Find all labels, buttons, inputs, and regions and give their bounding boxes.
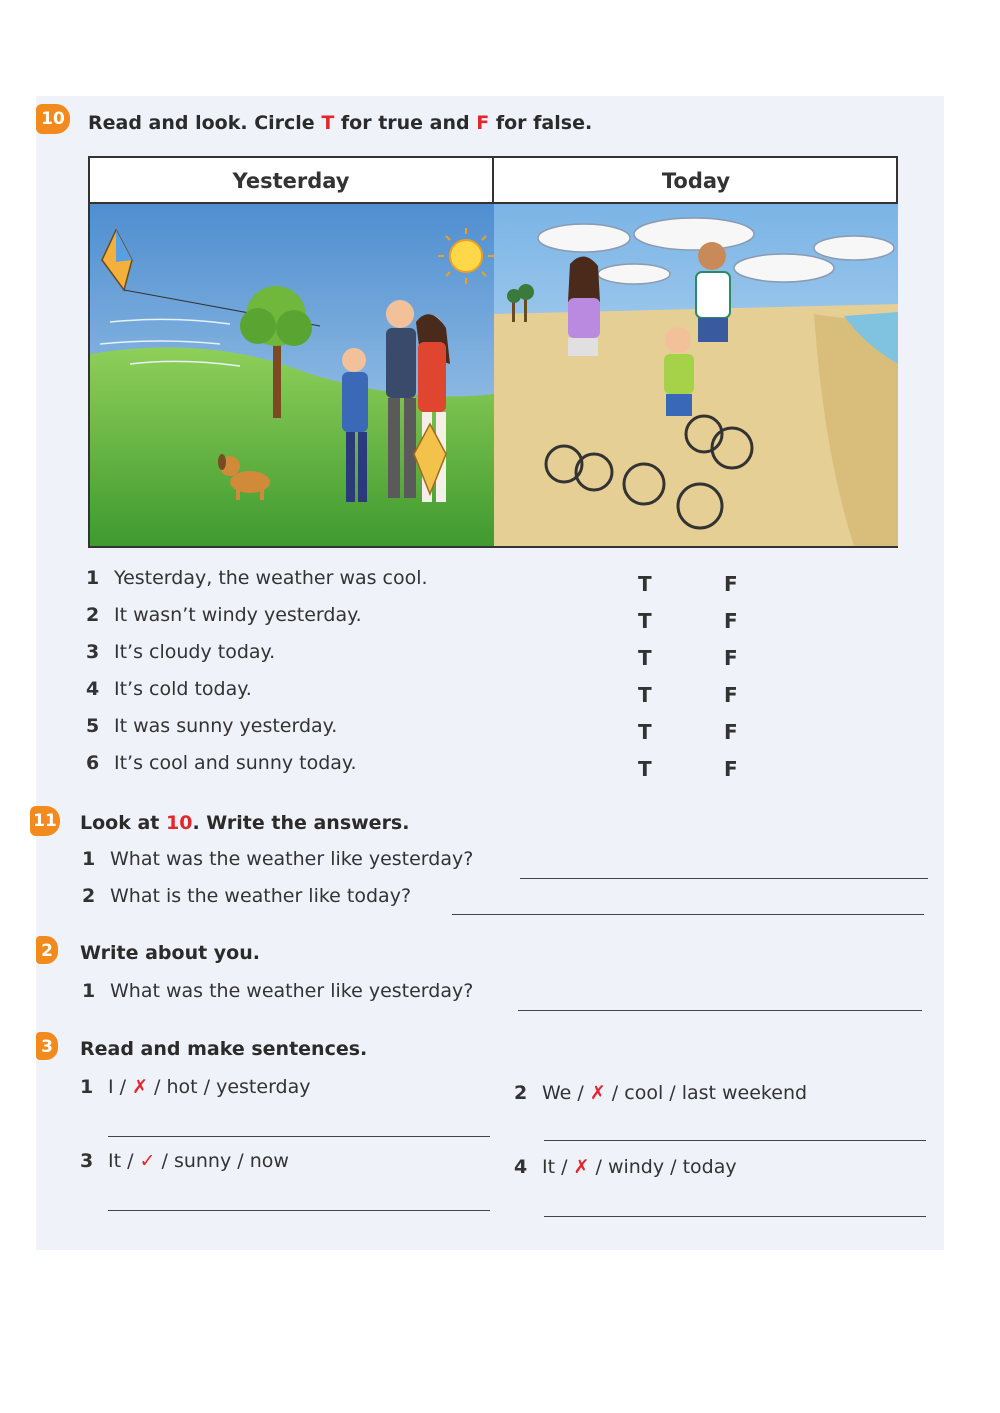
true-option-5[interactable]: T <box>638 720 652 744</box>
true-option-6[interactable]: T <box>638 757 652 781</box>
yesterday-header: Yesterday <box>90 158 494 204</box>
sentence-prompt-3: 3 It / ✓ / sunny / now <box>80 1150 289 1172</box>
false-option-4[interactable]: F <box>724 683 738 707</box>
true-option-3[interactable]: T <box>638 646 652 670</box>
true-option-1[interactable]: T <box>638 572 652 596</box>
answer-question-1: 1 What was the weather like yesterday? <box>82 848 474 870</box>
exercise-12-badge: 2 <box>36 936 58 964</box>
check-icon: ✓ <box>139 1150 156 1172</box>
true-false-statement-2: 2 It wasn’t windy yesterday. <box>86 604 362 626</box>
false-option-5[interactable]: F <box>724 720 738 744</box>
cross-icon: ✗ <box>132 1076 149 1098</box>
exercise-10-instruction: Read and look. Circle T for true and F for false. <box>88 112 593 134</box>
answer-line-1[interactable] <box>520 878 928 879</box>
sentence-line-3[interactable] <box>108 1210 490 1211</box>
sentence-prompt-1: 1 I / ✗ / hot / yesterday <box>80 1076 311 1098</box>
answer-line-2[interactable] <box>452 914 924 915</box>
exercise-10-badge: 10 <box>36 104 70 134</box>
exercise-13-instruction: Read and make sentences. <box>80 1038 368 1060</box>
today-illustration <box>494 204 898 546</box>
true-option-4[interactable]: T <box>638 683 652 707</box>
today-header: Today <box>494 158 898 204</box>
sentence-prompt-2: 2 We / ✗ / cool / last weekend <box>514 1082 808 1104</box>
exercise-11-instruction: Look at 10. Write the answers. <box>80 812 410 834</box>
sentence-line-4[interactable] <box>544 1216 926 1217</box>
cross-icon: ✗ <box>589 1082 606 1104</box>
true-false-statement-4: 4 It’s cold today. <box>86 678 252 700</box>
about-you-answer-line[interactable] <box>518 1010 922 1011</box>
exercise-12-instruction: Write about you. <box>80 942 260 964</box>
true-false-statement-6: 6 It’s cool and sunny today. <box>86 752 357 774</box>
false-option-3[interactable]: F <box>724 646 738 670</box>
answer-question-2: 2 What is the weather like today? <box>82 885 412 907</box>
false-option-1[interactable]: F <box>724 572 738 596</box>
sentence-line-2[interactable] <box>544 1140 926 1141</box>
exercise-11-badge: 11 <box>30 806 60 836</box>
true-false-statement-1: 1 Yesterday, the weather was cool. <box>86 567 428 589</box>
yesterday-illustration <box>90 204 494 546</box>
weather-picture-table <box>88 156 898 548</box>
false-option-2[interactable]: F <box>724 609 738 633</box>
sentence-line-1[interactable] <box>108 1136 490 1137</box>
true-option-2[interactable]: T <box>638 609 652 633</box>
exercise-13-badge: 3 <box>36 1032 58 1060</box>
true-false-statement-3: 3 It’s cloudy today. <box>86 641 276 663</box>
sentence-prompt-4: 4 It / ✗ / windy / today <box>514 1156 737 1178</box>
cross-icon: ✗ <box>573 1156 590 1178</box>
false-option-6[interactable]: F <box>724 757 738 781</box>
true-false-statement-5: 5 It was sunny yesterday. <box>86 715 338 737</box>
about-you-question-1: 1 What was the weather like yesterday? <box>82 980 474 1002</box>
